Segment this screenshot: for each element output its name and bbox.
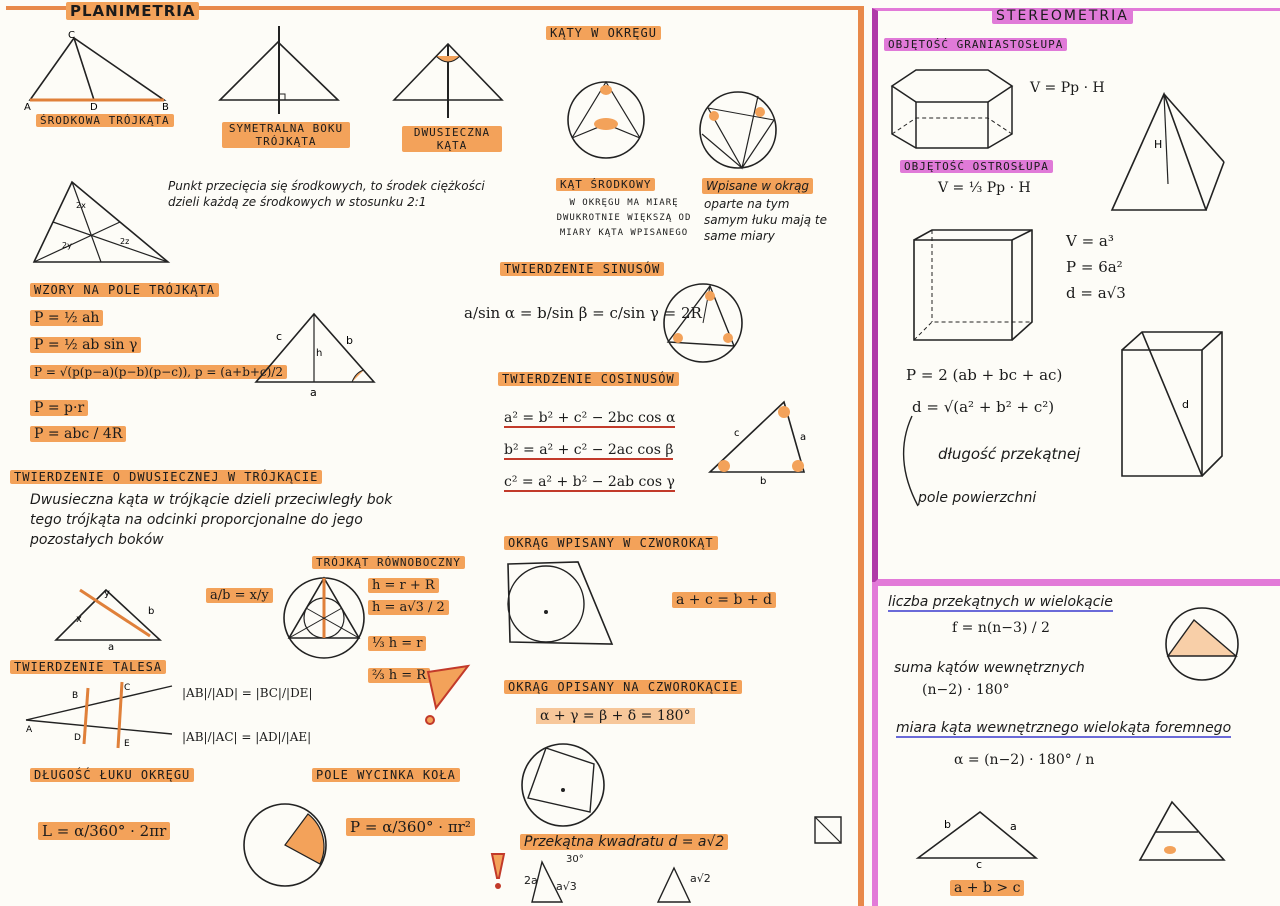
regular-angle-formula: α = (n−2) · 180° / n: [954, 752, 1095, 768]
triangle-a3-label: a√3: [556, 880, 577, 893]
svg-text:d: d: [1182, 398, 1189, 411]
stereometria-title: STEREOMETRIA: [992, 8, 1133, 24]
equilateral-title: TRÓJKĄT RÓWNOBOCZNY: [312, 556, 465, 569]
svg-text:h: h: [316, 348, 323, 359]
equilateral-formula-2: h = a√3 / 2: [368, 600, 449, 615]
triangle-2a-label: 2a: [524, 874, 538, 887]
sines-formula: a/sin α = b/sin β = c/sin γ = 2R: [464, 304, 702, 322]
perpendicular-bisector-figure: [218, 24, 348, 114]
median-caption: ŚRODKOWA TRÓJKĄTA: [36, 114, 174, 127]
inscribed-circle-figure: [496, 556, 620, 654]
svg-text:a: a: [108, 642, 115, 653]
median-triangle-figure: [22, 30, 172, 113]
svg-text:B: B: [72, 691, 79, 701]
cosines-formula-1: a² = b² + c² − 2bc cos α: [504, 410, 676, 426]
svg-text:C: C: [68, 30, 75, 41]
diagonals-formula: f = n(n−3) / 2: [952, 620, 1050, 636]
sines-figure: [662, 282, 744, 364]
inscribed-circle-title: OKRĄG WPISANY W CZWOROKĄT: [504, 536, 718, 550]
exclamation-icon: [488, 852, 508, 892]
svg-text:E: E: [124, 739, 130, 749]
box-area: P = 2 (ab + bc + ac): [906, 366, 1063, 384]
bisector-caption: DWUSIECZNA KĄTA: [402, 126, 502, 152]
equilateral-formula-1: h = r + R: [368, 578, 439, 593]
bisector-theorem-text: Dwusieczna kąta w trójkącie dzieli przeciwległy bok tego trójkąta na odcinki proporcjonalne do jego pozostałych boków: [30, 492, 393, 548]
svg-text:y: y: [104, 588, 110, 599]
svg-text:C: C: [124, 683, 131, 693]
central-angle-figure: [566, 80, 646, 160]
cosines-title: TWIERDZENIE COSINUSÓW: [498, 372, 679, 386]
central-angle-title: KĄT ŚRODKOWY: [556, 178, 655, 191]
arc-title: DŁUGOŚĆ ŁUKU OKRĘGU: [30, 768, 194, 782]
box-area-note: pole powierzchni: [918, 490, 1037, 506]
circumscribed-title: OKRĄG OPISANY NA CZWOROKĄCIE: [504, 680, 742, 694]
box-diag-note: długość przekątnej: [938, 445, 1081, 463]
area-formula-2: P = ½ ab sin γ: [30, 337, 141, 353]
angles-title: KĄTY W OKRĘGU: [546, 26, 661, 40]
box-diagonal: d = √(a² + b² + c²): [912, 398, 1055, 416]
planimetria-title: PLANIMETRIA: [66, 2, 199, 20]
bisector-ratio: a/b = x/y: [206, 588, 273, 603]
svg-text:H: H: [1154, 138, 1163, 151]
sector-title: POLE WYCINKA KOŁA: [312, 768, 460, 782]
cosines-formula-3: c² = a² + b² − 2ab cos γ: [504, 474, 675, 490]
warning-icon: [418, 664, 472, 726]
equilateral-formula-3: ⅓ h = r: [368, 636, 426, 651]
diagonals-title: liczba przekątnych w wielokącie: [888, 594, 1113, 610]
svg-text:c: c: [734, 428, 740, 439]
svg-text:A: A: [26, 725, 33, 735]
pyramid-volume: V = ⅓ Pp · H: [938, 180, 1031, 196]
thales-formula-1: |AB|/|AD| = |BC|/|DE|: [182, 686, 313, 700]
angle-sum-formula: (n−2) · 180°: [922, 682, 1010, 698]
prism-volume-title: OBJĘTOŚĆ GRANIASTOSŁUPA: [884, 38, 1067, 51]
area-formula-5: P = abc / 4R: [30, 426, 126, 442]
angle-sum-title: suma kątów wewnętrznych: [894, 660, 1085, 676]
inscribed-circle-formula: a + c = b + d: [672, 592, 776, 608]
svg-text:a: a: [1010, 820, 1017, 833]
box-figure: [1120, 330, 1224, 480]
svg-text:c: c: [976, 858, 983, 871]
equilateral-figure: [282, 576, 366, 660]
area-formula-4: P = p·r: [30, 400, 88, 416]
cube-formula-2: P = 6a²: [1066, 258, 1123, 276]
svg-text:a: a: [310, 386, 317, 399]
circumscribed-formula: α + γ = β + δ = 180°: [536, 708, 695, 724]
thales-figure: [24, 680, 174, 750]
square-diagonal: Przekątna kwadratu d = a√2: [520, 834, 728, 850]
area-formula-3: P = √(p(p−a)(p−b)(p−c)), p = (a+b+c)/2: [30, 365, 287, 379]
triangle-45-figure: [654, 866, 694, 902]
centroid-triangle-figure: [32, 178, 172, 268]
area-formula-1: P = ½ ah: [30, 310, 103, 326]
svg-text:2x: 2x: [76, 201, 86, 210]
area-triangle-figure: [252, 310, 380, 400]
pyramid-volume-title: OBJĘTOŚĆ OSTROSŁUPA: [900, 160, 1053, 173]
svg-text:2y: 2y: [62, 241, 72, 250]
cube-formula-1: V = a³: [1066, 232, 1114, 250]
cosines-formula-2: b² = a² + c² − 2ac cos β: [504, 442, 674, 458]
pyramid-figure: [1110, 92, 1226, 214]
arc-formula: L = α/360° · 2πr: [38, 822, 170, 840]
prism-figure: [888, 66, 1018, 150]
sector-figure: [242, 802, 328, 888]
sector-formula: P = α/360° · πr²: [346, 818, 475, 836]
midsegment-figure: [1138, 798, 1228, 866]
svg-text:b: b: [944, 818, 951, 831]
angle-bisector-figure: [392, 40, 504, 120]
svg-text:b: b: [760, 476, 767, 487]
bisector-theorem-title: TWIERDZENIE O DWUSIECZNEJ W TRÓJKĄCIE: [10, 470, 322, 484]
svg-text:B: B: [162, 102, 169, 113]
svg-text:D: D: [74, 733, 81, 743]
cube-formula-3: d = a√3: [1066, 284, 1126, 302]
cube-figure: [912, 228, 1034, 344]
triangle-a2-label: a√2: [690, 872, 711, 885]
thales-formula-2: |AB|/|AC| = |AD|/|AE|: [182, 730, 312, 744]
triangle-30-label: 30°: [566, 854, 584, 865]
inequality-triangle-figure: [914, 808, 1038, 871]
central-angle-text: W OKRĘGU MA MIARĘ DWUKROTNIE WIĘKSZĄ OD MIARY KĄTA WPISANEGO: [556, 198, 692, 238]
svg-text:A: A: [24, 102, 31, 113]
svg-text:D: D: [90, 102, 98, 113]
cosines-figure: [704, 396, 814, 486]
bisector-theorem-figure: [54, 586, 166, 653]
area-title: WZORY NA POLE TRÓJKĄTA: [30, 283, 219, 297]
perp-caption: SYMETRALNA BOKU TRÓJKĄTA: [222, 122, 350, 148]
svg-text:c: c: [276, 330, 283, 343]
svg-text:b: b: [148, 606, 155, 617]
regular-angle-title: miara kąta wewnętrznego wielokąta foremnego: [896, 720, 1232, 736]
prism-volume: V = Pp · H: [1030, 80, 1105, 96]
circumscribed-figure: [520, 742, 606, 828]
sines-title: TWIERDZENIE SINUSÓW: [500, 262, 664, 276]
circle-triangle-figure: [1164, 606, 1240, 682]
inscribed-text: oparte na tym samym łuku mają te same miary: [704, 197, 827, 243]
inscribed-title: Wpisane w okrąg: [702, 178, 813, 194]
inscribed-angles-figure: [698, 90, 778, 170]
triangle-inequality: a + b > c: [950, 880, 1024, 896]
svg-text:a: a: [800, 432, 807, 443]
square-figure: [814, 816, 842, 844]
svg-text:2z: 2z: [120, 237, 130, 246]
median-note: Punkt przecięcia się środkowych, to środek ciężkości dzieli każdą ze środkowych w stosunku 2:1: [168, 179, 485, 209]
svg-text:b: b: [346, 334, 353, 347]
arrow-icon: [898, 412, 922, 508]
svg-text:x: x: [76, 614, 82, 625]
equilateral-formula-4: ⅔ h = R: [368, 668, 430, 683]
thales-title: TWIERDZENIE TALESA: [10, 660, 166, 674]
